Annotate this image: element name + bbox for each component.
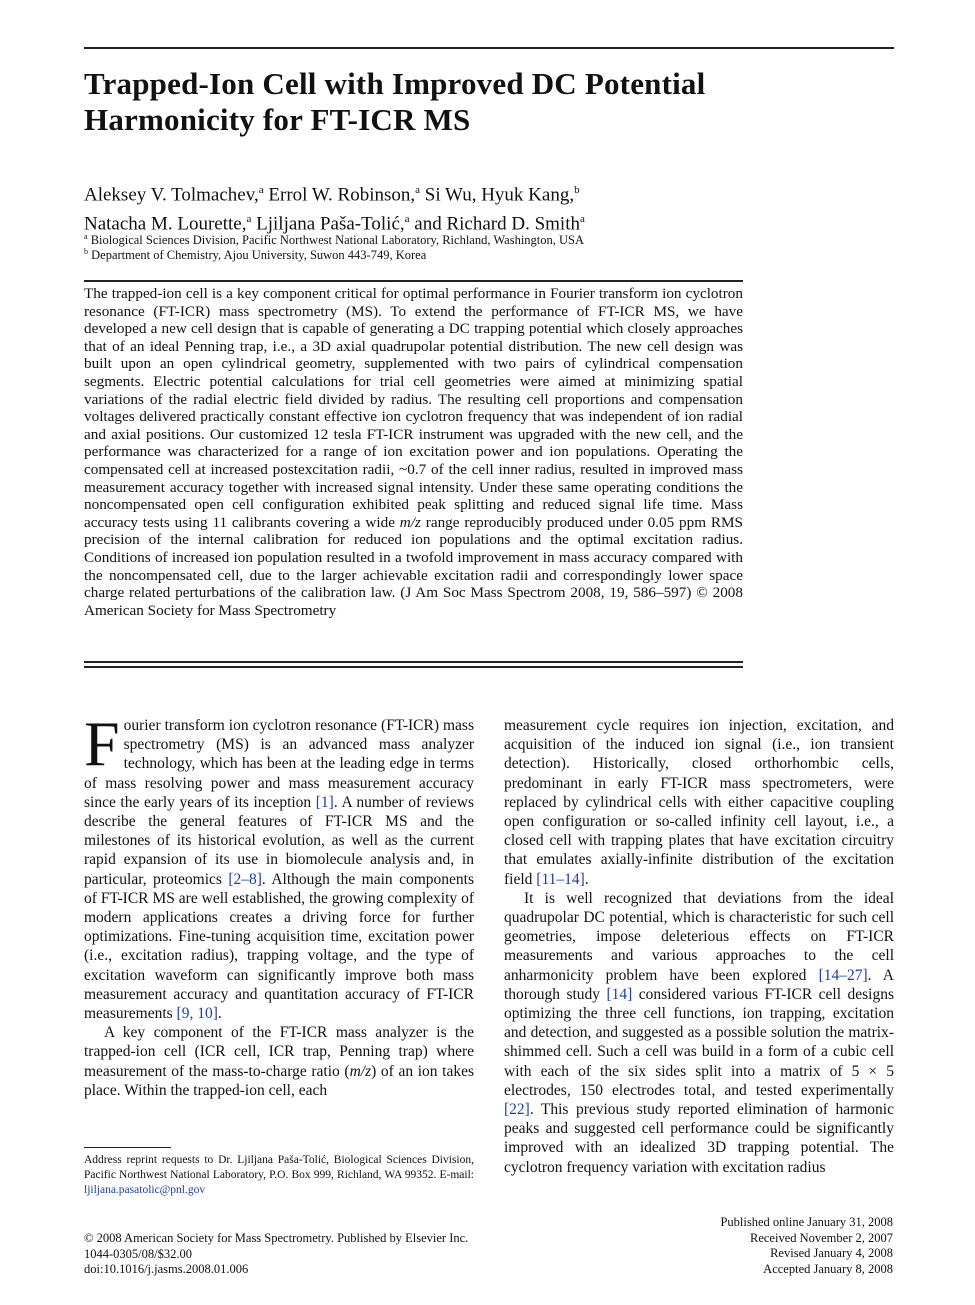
paragraph-text: . This previous study reported elimination of harmonic peaks and suggested cell performance could be significantly improved with an idealized 3D trapping potential. The cyclotron frequency variation with excitation radius bbox=[504, 1101, 894, 1176]
paragraph-text: . Although the main components of FT-ICR MS are well established, the growing complexity of modern applications creates a driving force for further optimizations. Fine-tuning acquisition time, excitation power (i.e., excitation radius), trapping voltage, and the type of excitation waveform can significantly improve both mass measurement accuracy and quantitation accuracy of FT-ICR measurements bbox=[84, 870, 474, 1023]
paragraph bbox=[84, 708, 474, 1023]
correspondence-footnote bbox=[84, 1153, 474, 1198]
abstract-top-rule bbox=[84, 280, 743, 282]
citation-link[interactable]: [14] bbox=[606, 985, 633, 1003]
affiliation-b bbox=[84, 244, 784, 263]
paragraph-text: . bbox=[584, 870, 589, 888]
author-list bbox=[84, 178, 784, 237]
citation-link[interactable]: [11–14] bbox=[536, 870, 585, 888]
received-date: Received November 2, 2007 bbox=[749, 1230, 893, 1245]
citation-link[interactable]: [14–27] bbox=[818, 966, 868, 984]
author-affil-mark: a bbox=[246, 213, 252, 226]
issn-price: 1044-0305/08/$32.00 bbox=[84, 1246, 192, 1261]
paragraph bbox=[504, 716, 894, 889]
published-online-date: Published online January 31, 2008 bbox=[720, 1215, 893, 1229]
author-name: Natacha M. Lourette, bbox=[84, 213, 247, 235]
publisher-info bbox=[84, 1231, 584, 1278]
citation-link[interactable]: [22] bbox=[504, 1101, 530, 1119]
footnote-text: Address reprint requests to Dr. Ljiljana Paša-Tolić, Biological Sciences Division, Pacific Northwest National Laboratory, P.O. Box 999, Richland, WA 99352. E-mail: bbox=[84, 1154, 474, 1181]
paragraph-text: A key component of the FT-ICR mass analyzer is the trapped-ion cell (ICR cell, ICR trap, Penning trap) where measurement of the mass-to-charge ratio ( bbox=[84, 1024, 474, 1080]
author-name: Aleksey V. Tolmachev, bbox=[84, 184, 259, 206]
doi: doi:10.1016/j.jasms.2008.01.006 bbox=[84, 1262, 249, 1276]
citation-link[interactable]: [9, 10] bbox=[176, 1005, 218, 1023]
author-name: Ljiljana Paša-Tolić, bbox=[251, 213, 405, 235]
revised-date: Revised January 4, 2008 bbox=[770, 1246, 893, 1260]
paragraph-text: considered various FT-ICR cell designs optimizing the three cell functions, ion trapping, excitation and detection, and suggested as a possible solution the matrix-shimmed cell. Such a cell was build in a form of a cubic cell with each of the six sides split into a matrix of 5 × 5 electrodes, 150 electrodes total, and tested experimentally bbox=[504, 985, 894, 1099]
paragraph-text: . A number of reviews describe the general features of FT-ICR MS and the milestones of its historical evolution, as well as the current rapid expansion of its use in biomolecule analysis and, in particular, proteomics bbox=[84, 793, 474, 888]
paragraph-text: . A thorough study bbox=[504, 966, 894, 1003]
author-affil-mark: a bbox=[415, 184, 421, 196]
affiliation-text: Department of Chemistry, Ajou University, Suwon 443-749, Korea bbox=[88, 248, 427, 263]
affiliation-mark: a bbox=[84, 232, 88, 241]
author-affil-mark: b bbox=[574, 184, 580, 196]
paragraph-text: measurement cycle requires ion injection, excitation, and acquisition of the induced ion signal (i.e., ion transient detection). Historically, closed orthorhombic cells, predominant in early FT-ICR mass spectrometers, were replaced by cylindrical cells with either capacitive coupling open configuration or so-called infinity cell layout, i.e., a closed cell with trapping plates that have excitation circuitry that emulates axially-infinite distribution of the excitation field bbox=[504, 717, 894, 888]
citation-link[interactable]: [2–8] bbox=[228, 870, 262, 888]
email-link[interactable]: ljiljana.pasatolic@pnl.gov bbox=[84, 1184, 206, 1196]
author-name: and Richard D. Smith bbox=[409, 213, 580, 235]
citation-link[interactable]: [1] bbox=[315, 793, 334, 811]
drop-cap: F bbox=[84, 708, 120, 779]
abstract-text-cont: range reproducibly produced under 0.05 ppm RMS precision of the internal calibration for reduced ion populations and the optimal excitation radius. Conditions of increased ion population resulted in a twofold improvement in mass accuracy compared with the noncompensated cell, due to the larger achievable excitation radii and correspondingly lower space charge related perturbations of the calibration law. (J Am Soc Mass Spectrom 2008, 19, 586–597) © 2008 American Society for Mass Spectrometry bbox=[84, 513, 743, 619]
author-name: Errol W. Robinson, bbox=[263, 184, 416, 206]
abstract-bottom-rule-1 bbox=[84, 661, 743, 663]
author-affil-mark: a bbox=[579, 213, 585, 226]
accepted-date: Accepted January 8, 2008 bbox=[763, 1261, 893, 1276]
italic-text: m/z bbox=[349, 1062, 372, 1080]
paragraph-text: . bbox=[217, 1005, 222, 1023]
paragraph bbox=[84, 1023, 474, 1100]
affiliation-text: Biological Sciences Division, Pacific Northwest National Laboratory, Richland, Washington, USA bbox=[87, 233, 585, 248]
author-name: Si Wu, Hyuk Kang, bbox=[420, 184, 575, 206]
affiliation-mark: b bbox=[84, 247, 88, 256]
footnote-rule bbox=[84, 1147, 171, 1148]
paragraph-text: ourier transform ion cyclotron resonance (FT-ICR) mass spectrometry (MS) is an advanced mass analyzer technology, which has been at the leading edge in terms of mass resolving power and mass measurement accuracy since the early years of its inception bbox=[84, 717, 474, 811]
title-line-1: Trapped-Ion Cell with Improved DC Potential bbox=[84, 66, 706, 101]
body-column-right bbox=[504, 716, 894, 1177]
abstract-italic: m/z bbox=[399, 513, 421, 531]
paragraph-text: ) of an ion takes place. Within the trapped-ion cell, each bbox=[84, 1062, 475, 1099]
paragraph-text: It is well recognized that deviations from the ideal quadrupolar DC potential, which is characteristic for such cell geometries, impose deleterious effects on FT-ICR measurements and various approaches to the cell anharmonicity problem have been explored bbox=[504, 889, 894, 984]
abstract bbox=[84, 285, 743, 619]
body-column-left bbox=[84, 708, 475, 1100]
article-dates bbox=[593, 1215, 893, 1277]
title-line-2: Harmonicity for FT-ICR MS bbox=[84, 102, 471, 137]
top-rule-thick bbox=[84, 47, 894, 49]
article-title bbox=[84, 66, 784, 138]
author-affil-mark: a bbox=[258, 184, 264, 196]
abstract-bottom-rule-2 bbox=[84, 666, 743, 668]
copyright-line: © 2008 American Society for Mass Spectrometry. Published by Elsevier Inc. bbox=[84, 1231, 469, 1245]
paragraph bbox=[504, 889, 894, 1177]
author-affil-mark: a bbox=[404, 213, 410, 226]
abstract-text: The trapped-ion cell is a key component critical for optimal performance in Fourier transform ion cyclotron resonance (FT-ICR) mass spectrometry (MS). To extend the performance of FT-ICR MS, we have developed a new cell design that is capable of generating a DC trapping potential which closely approaches that of an ideal Penning trap, i.e., a 3D axial quadrupolar potential distribution. The new cell design was built upon an open cylindrical geometry, supplemented with two pairs of cylindrical compensation segments. Electric potential calculations for trial cell geometries were aimed at minimizing spatial variations of the radial electric field divided by radius. The resulting cell proportions and compensation voltages delivered practically constant effective ion cyclotron frequency that was independent of ion radial and axial positions. Our customized 12 tesla FT-ICR instrument was upgraded with the new cell, and the performance was characterized for a range of ion excitation power and ion populations. Operating the compensated cell at increased postexcitation radii, ~0.7 of the cell inner radius, resulted in improved mass measurement accuracy together with increased signal intensity. Under these same operating conditions the noncompensated open cell configuration exhibited peak splitting and reduced signal life time. Mass accuracy tests using 11 calibrants covering a wide bbox=[84, 285, 743, 531]
author-line-1 bbox=[84, 178, 784, 207]
